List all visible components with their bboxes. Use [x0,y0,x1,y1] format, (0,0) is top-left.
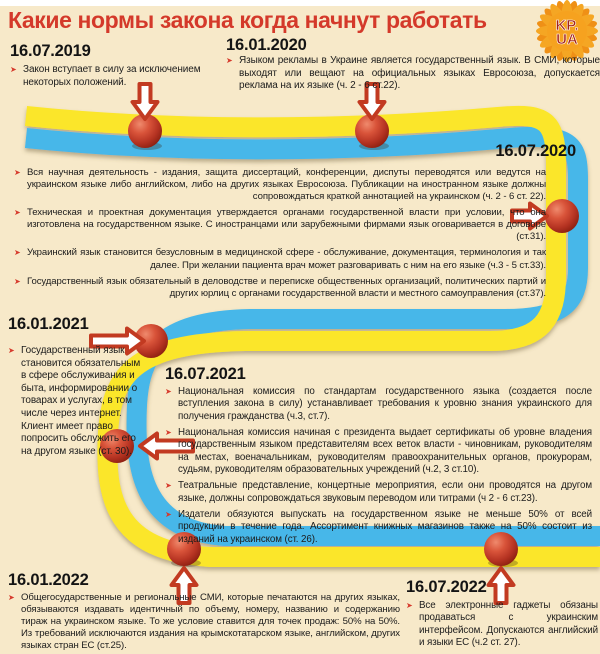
bullet-arrow-icon: ➤ [165,481,172,491]
bullet-text: Государственный язык обязательный в деловодстве и переписке общественных организаций, политических партий и других юрлиц с органами государственной власти и местного самоуправления (ст.37). [27,275,546,299]
bullet-text: Театральные представление, концертные мероприятия, если они проводятся на другом языке, должны сопровождаться звуковым переводом или титрами (ч 2 - 6 ст.23). [178,480,592,504]
bullet-text: Все электронные гаджеты обязаны продаваться с украинским интерфейсом. Допускаются английский и языки ЕС (ч.2 ст. 27). [419,600,598,649]
bullet-item [226,55,600,93]
section-2019-07 [10,64,212,93]
bullet-item [165,509,592,546]
date-label-2022-01: 16.01.2022 [8,571,89,589]
bullet-text: Национальная комиссия начиная с президента выдает сертификаты об уровне владения государственным языком представителям всех веток власти - чиновникам, руководителям на местах, военачальникам, руководителям правоохранительных органов, прокурорам, судьям, руководителям образовательных учреждений (ч.2, 3 ст.10). [178,427,592,476]
bullet-text: Языком рекламы в Украине является государственный язык. В СМИ, которые выходят или вещают на официальных языках Евросоюза, допускается реклама на их языке (ч. 2 - 6 ст.22). [239,55,600,92]
bullet-item [14,167,546,203]
date-label-2020-07: 16.07.2020 [495,142,576,160]
bullet-arrow-icon: ➤ [165,387,172,396]
bullet-text: Издатели обязуются выпускать на государственном языке не меньше 50% от всей продукции в течение года. Ассортимент книжных магазинов также на 50% состоит из изданий на украинском (ст. 26). [178,509,592,545]
bullet-item [14,247,546,271]
bullet-arrow-icon: ➤ [10,65,17,74]
section-2022-01 [8,592,400,654]
bullet-item [8,345,142,458]
logo-text-kp: KP. [555,17,579,34]
bullet-text: Общегосударственные и региональные СМИ, которые печатаются на других языках, обязываются издавать идентичный по объему, номеру, названию и содержанию тираж на украинском языке. То же условие ставится для точек продаж: 50% на 50%. Из требований исключаются издания на крымскотатарском языке, английском, других языках стран ЕС (ст.25). [21,592,400,652]
page-title: Какие нормы закона когда начнут работать [8,7,487,33]
bullet-item [406,600,598,649]
pin-arrow-up-icon [489,568,514,603]
bullet-arrow-icon: ➤ [14,276,21,286]
section-2020-01 [226,55,600,97]
bullet-arrow-icon: ➤ [165,510,172,520]
logo-text-ua: UA [556,31,578,48]
date-label-2021-01: 16.01.2021 [8,315,89,333]
bullet-text: Украинский язык становится безусловным в медицинской сфере - обслуживание, документация, терминология и так далее. При желании пациента врач может разговаривать с ним на его языке (ч.3 - 5 ст.33). [27,247,546,271]
bullet-text: Техническая и проектная документация утверждается органами государственной власти при условии, что она изготовлена на государственном языке. С иностранцами или зарубежными фирмами язык оговаривается в договоре (ст.31). [27,207,546,243]
bullet-item [14,276,546,300]
bullet-arrow-icon: ➤ [14,248,21,258]
section-2021-01 [8,345,142,462]
bullet-item [165,480,592,505]
section-2020-07 [14,167,546,304]
bullet-text: Национальная комиссия по стандартам государственного языка (создается после вступления закона в силу) устанавливает требования к уровню знания украинского для получения гражданства (ч.3, ст.7). [178,386,592,422]
bullet-item [14,207,546,243]
bullet-text: Государственный язык становится обязательным в сфере обслуживания и быта, информировании о товарах и услугах, в том числе через интернет. Клиент имеет право попросить обслужить его на другом языке (ст. 30). [21,345,141,457]
top-white-strip [0,0,600,6]
bullet-arrow-icon: ➤ [14,168,21,177]
bullet-item [165,386,592,423]
bullet-item [165,427,592,476]
date-label-2019-07: 16.07.2019 [10,42,91,60]
bullet-text: Вся научная деятельность - издания, защита диссертаций, конференции, диспуты переводятся или ведутся на украинском языке либо английском, либо на других языках Евросоюза. Публикации на иностранном языке должны сопровождаться краткой аннотацией на украинском (ч. 2 - 6 ст. 22). [27,167,546,203]
bullet-arrow-icon: ➤ [14,208,21,218]
date-label-2022-07: 16.07.2022 [406,578,487,596]
section-2022-07 [406,600,598,653]
bullet-arrow-icon: ➤ [8,593,15,602]
section-2021-07 [165,386,592,550]
bullet-arrow-icon: ➤ [165,428,172,438]
bullet-arrow-icon: ➤ [406,601,413,610]
date-label-2021-07: 16.07.2021 [165,365,246,383]
bullet-text: Закон вступает в силу за исключением некоторых положений. [23,64,201,88]
bullet-arrow-icon: ➤ [8,346,15,355]
bullet-item [10,64,212,89]
bullet-item [8,592,400,652]
date-label-2020-01: 16.01.2020 [226,36,307,54]
bullet-arrow-icon: ➤ [226,56,233,65]
